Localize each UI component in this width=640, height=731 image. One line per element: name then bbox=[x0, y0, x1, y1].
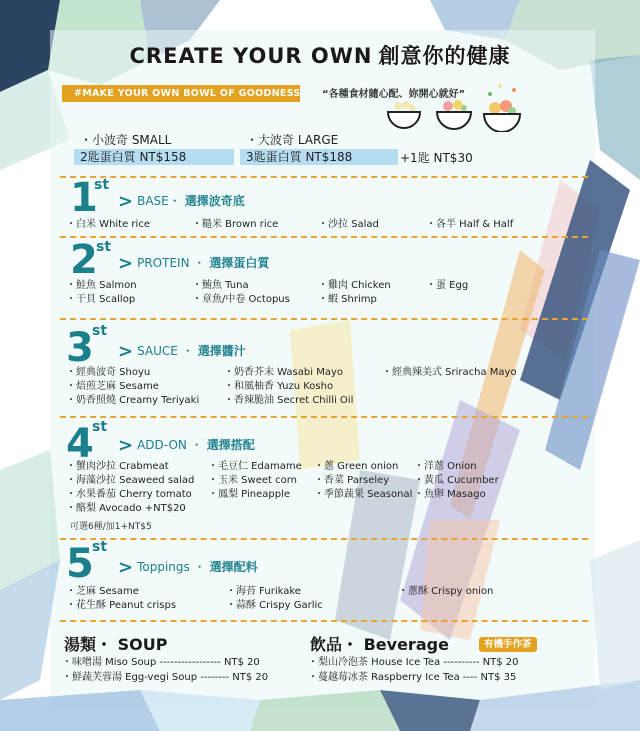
step-4-item: ・蟹肉沙拉 Crabmeat bbox=[66, 461, 169, 472]
tagline: “各種食材隨心配、妳開心就好” bbox=[322, 89, 466, 100]
step-4-item: ・香菜 Parseley bbox=[314, 475, 390, 486]
step-4-item: ・季節蔬果 Seasonal bbox=[314, 489, 413, 500]
step-2-heading bbox=[118, 253, 270, 274]
bg-shape-bottom-blue bbox=[0, 690, 160, 731]
size-large-name: ・大波奇 LARGE bbox=[246, 133, 339, 147]
step-5-item: ・芝麻 Sesame bbox=[66, 586, 139, 597]
beverage-heading-en: Beverage bbox=[363, 635, 449, 654]
step-2-number: 2 bbox=[70, 237, 98, 283]
beverage-badge: 有機手作茶 bbox=[479, 637, 537, 652]
soup-item: ・味噌湯 Miso Soup ----------------- NT$ 20 bbox=[62, 657, 260, 668]
step-1-item: ・白米 White rice bbox=[66, 219, 150, 230]
size-small bbox=[80, 132, 186, 166]
banner: #MAKE YOUR OWN BOWL OF GOODNESS bbox=[62, 85, 300, 102]
step-2-item: ・章魚/中卷 Octopus bbox=[192, 294, 290, 305]
step-4-item: ・魚卵 Masago bbox=[414, 489, 486, 500]
step-5-suffix: st bbox=[92, 539, 108, 555]
step-4-item: ・酪梨 Avocado +NT$20 bbox=[66, 503, 186, 514]
step-1-heading-zh: 選擇波奇底 bbox=[184, 194, 245, 208]
bowl-full-icon bbox=[480, 82, 524, 132]
step-3-heading-zh: 選擇醬汁 bbox=[197, 344, 246, 358]
step-2-item: ・鮪魚 Tuna bbox=[192, 280, 249, 291]
step-2-item: ・干貝 Scallop bbox=[66, 294, 136, 305]
step-5-item: ・花生酥 Peanut crisps bbox=[66, 600, 177, 611]
step-3-item: ・奶香芥末 Wasabi Mayo bbox=[224, 367, 343, 378]
step-1-heading bbox=[118, 191, 245, 212]
step-1-item: ・沙拉 Salad bbox=[318, 219, 379, 230]
step-1-heading-en: BASE・ bbox=[137, 194, 181, 208]
size-large-price: 3匙蛋白質 NT$188 bbox=[246, 150, 353, 164]
step-2-heading-zh: 選擇蛋白質 bbox=[209, 256, 270, 270]
step-4-item: ・蔥 Green onion bbox=[314, 461, 399, 472]
step-1-number: 1 bbox=[70, 175, 98, 221]
step-4-heading-zh: 選擇搭配 bbox=[206, 438, 255, 452]
soup-heading-zh: 湯類・ bbox=[64, 635, 113, 654]
step-2-suffix: st bbox=[96, 239, 112, 255]
step-4-item: ・玉米 Sweet corn bbox=[208, 475, 297, 486]
step-3-suffix: st bbox=[92, 323, 108, 339]
bg-shape-teal-right bbox=[590, 55, 640, 180]
step-1-item: ・糙米 Brown rice bbox=[192, 219, 279, 230]
step-1-arrow: > bbox=[118, 191, 134, 212]
beverage-heading bbox=[310, 632, 449, 655]
size-small-price: 2匙蛋白質 NT$158 bbox=[80, 150, 187, 164]
step-4-item: ・洋蔥 Onion bbox=[414, 461, 477, 472]
step-3-item: ・焙煎芝麻 Sesame bbox=[66, 381, 159, 392]
divider-1 bbox=[60, 176, 588, 178]
title-en: CREATE YOUR OWN bbox=[129, 44, 373, 68]
step-4-suffix: st bbox=[92, 419, 108, 435]
step-5-heading bbox=[118, 557, 258, 578]
step-4-item: ・黃瓜 Cucumber bbox=[414, 475, 499, 486]
step-3-item: ・經典辣美式 Sriracha Mayo bbox=[382, 367, 517, 378]
step-4-item: ・毛豆仁 Edamame bbox=[208, 461, 302, 472]
size-small-name: ・小波奇 SMALL bbox=[80, 133, 172, 147]
beverage-item: ・蔓越莓冰茶 Raspberry Ice Tea ---- NT$ 35 bbox=[308, 672, 517, 683]
step-3-item: ・奶香照燒 Creamy Teriyaki bbox=[66, 395, 200, 406]
extra-protein-price: +1匙 NT$30 bbox=[400, 151, 473, 165]
step-4-item: ・鳳梨 Pineapple bbox=[208, 489, 291, 500]
step-2-item: ・鮭魚 Salmon bbox=[66, 280, 137, 291]
soup-item: ・鮮蔬芙蓉湯 Egg-vegi Soup -------- NT$ 20 bbox=[62, 672, 269, 683]
step-4-arrow: > bbox=[118, 435, 134, 456]
step-3-item: ・和風柚香 Yuzu Kosho bbox=[224, 381, 334, 392]
step-2-arrow: > bbox=[118, 253, 134, 274]
title-zh: 創意你的健康 bbox=[378, 44, 511, 68]
soup-heading-en: SOUP bbox=[117, 635, 168, 654]
step-2-item: ・蝦 Shrimp bbox=[318, 294, 377, 305]
step-4-item: ・海藻沙拉 Seaweed salad bbox=[66, 475, 195, 486]
step-2-heading-en: PROTEIN ・ bbox=[137, 256, 206, 270]
divider-2 bbox=[60, 236, 588, 238]
step-5-item: ・蒜酥 Crispy Garlic bbox=[226, 600, 323, 611]
step-4-number: 4 bbox=[66, 421, 94, 467]
step-4-heading-en: ADD-ON ・ bbox=[137, 438, 203, 452]
bg-shape-right-bottom bbox=[590, 540, 640, 690]
step-5-heading-en: Toppings ・ bbox=[137, 560, 206, 574]
step-3-number: 3 bbox=[66, 325, 94, 371]
step-4-heading bbox=[118, 435, 255, 456]
beverage-heading-zh: 飲品・ bbox=[310, 635, 359, 654]
step-5-item: ・蔥酥 Crispy onion bbox=[398, 586, 494, 597]
divider-5 bbox=[60, 538, 588, 540]
step-3-heading-en: SAUCE ・ bbox=[137, 344, 194, 358]
step-1-suffix: st bbox=[94, 177, 110, 193]
step-3-heading bbox=[118, 341, 246, 362]
soup-heading bbox=[64, 632, 167, 655]
page-title bbox=[0, 40, 640, 70]
step-5-heading-zh: 選擇配料 bbox=[209, 560, 258, 574]
size-large bbox=[246, 132, 352, 166]
step-2-item: ・雞肉 Chicken bbox=[318, 280, 391, 291]
step-4-item: ・水果番茄 Cherry tomato bbox=[66, 489, 192, 500]
step-1-item: ・各半 Half & Half bbox=[426, 219, 514, 230]
step-3-item: ・經典波奇 Shoyu bbox=[66, 367, 151, 378]
step-3-arrow: > bbox=[118, 341, 134, 362]
bowl-protein-icon bbox=[434, 98, 474, 130]
step-5-number: 5 bbox=[66, 541, 94, 587]
bowl-rice-icon bbox=[386, 100, 422, 130]
beverage-item: ・梨山冷泡茶 House Ice Tea ---------- NT$ 20 bbox=[308, 657, 519, 668]
step-2-item: ・蛋 Egg bbox=[426, 280, 469, 291]
step-5-arrow: > bbox=[118, 557, 134, 578]
divider-6 bbox=[60, 620, 588, 622]
divider-4 bbox=[60, 416, 588, 418]
divider-3 bbox=[60, 318, 588, 320]
step-5-item: ・海苔 Furikake bbox=[226, 586, 301, 597]
step-3-item: ・香辣脆油 Secret Chilli Oil bbox=[224, 395, 354, 406]
step-4-note: 可選6種/加1+NT$5 bbox=[70, 522, 152, 532]
